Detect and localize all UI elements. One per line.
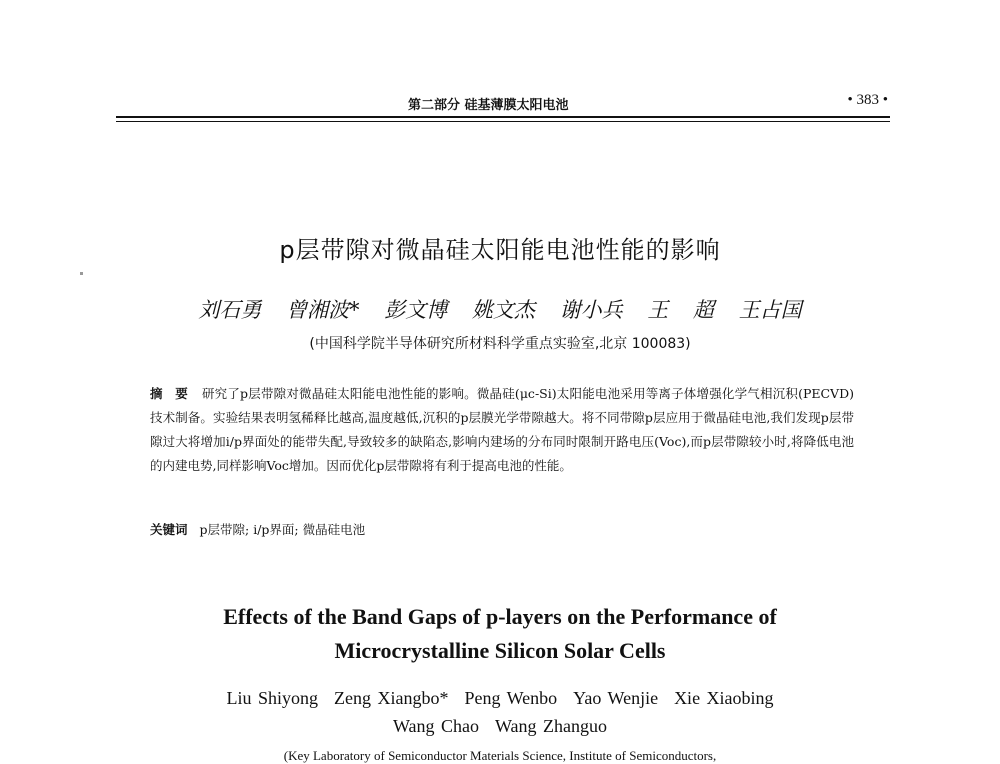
author-en: Wang Zhanguo [495,716,608,736]
abstract-cn [150,382,854,478]
title-en-line1: Effects of the Band Gaps of p-layers on the Performance of [223,604,777,629]
author-en: Zeng Xiangbo* [333,688,449,708]
header-rule-thick [116,116,890,118]
margin-mark [80,272,83,275]
title-en-line2: Microcrystalline Silicon Solar Cells [334,638,666,663]
author-en: Wang Chao [392,716,479,736]
running-header [116,94,890,114]
section-title: 第二部分 硅基薄膜太阳电池 [408,98,569,113]
authors-en-line2 [0,712,1000,740]
paper-title-cn: p层带隙对微晶硅太阳能电池性能的影响 [279,236,721,264]
page-number: • 383 • [847,92,888,108]
authors-en-line1 [0,684,1000,712]
keywords-label: 关键词 [150,522,188,537]
paper-title-en [0,600,1000,668]
authors-cn: 刘石勇 曾湘波* 彭文博 姚文杰 谢小兵 王 超 王占国 [198,298,802,322]
abstract-label: 摘 要 [150,386,192,401]
abstract-text: 研究了p层带隙对微晶硅太阳能电池性能的影响。微晶硅(μc-Si)太阳能电池采用等离子体增强化学气相沉积(PECVD)技术制备。实验结果表明氢稀释比越高,温度越低,沉积的p层膜光学带隙越大。将不同带隙p层应用于微晶硅电池,我们发现p层带隙过大将增加i/p界面处的能带失配,导致较多的缺陷态,影响内建场的分布同时限制开路电压(Voc),而p层带隙较小时,将降低电池的内建电势,同样影响Voc增加。因而优化p层带隙将有利于提高电池的性能。 [150,386,854,473]
keywords-text: p层带隙; i/p界面; 微晶硅电池 [199,522,366,537]
keywords-cn [150,520,854,538]
author-en: Peng Wenbo [464,688,558,708]
authors-en [0,684,1000,740]
affiliation-cn: (中国科学院半导体研究所材料科学重点实验室,北京 100083) [309,336,691,352]
author-en: Xie Xiaobing [674,688,774,708]
author-en: Liu Shiyong [226,688,318,708]
author-en: Yao Wenjie [573,688,659,708]
affiliation-en: (Key Laboratory of Semiconductor Materials Science, Institute of Semiconductors, [283,748,717,763]
header-rule-thin [116,121,890,122]
